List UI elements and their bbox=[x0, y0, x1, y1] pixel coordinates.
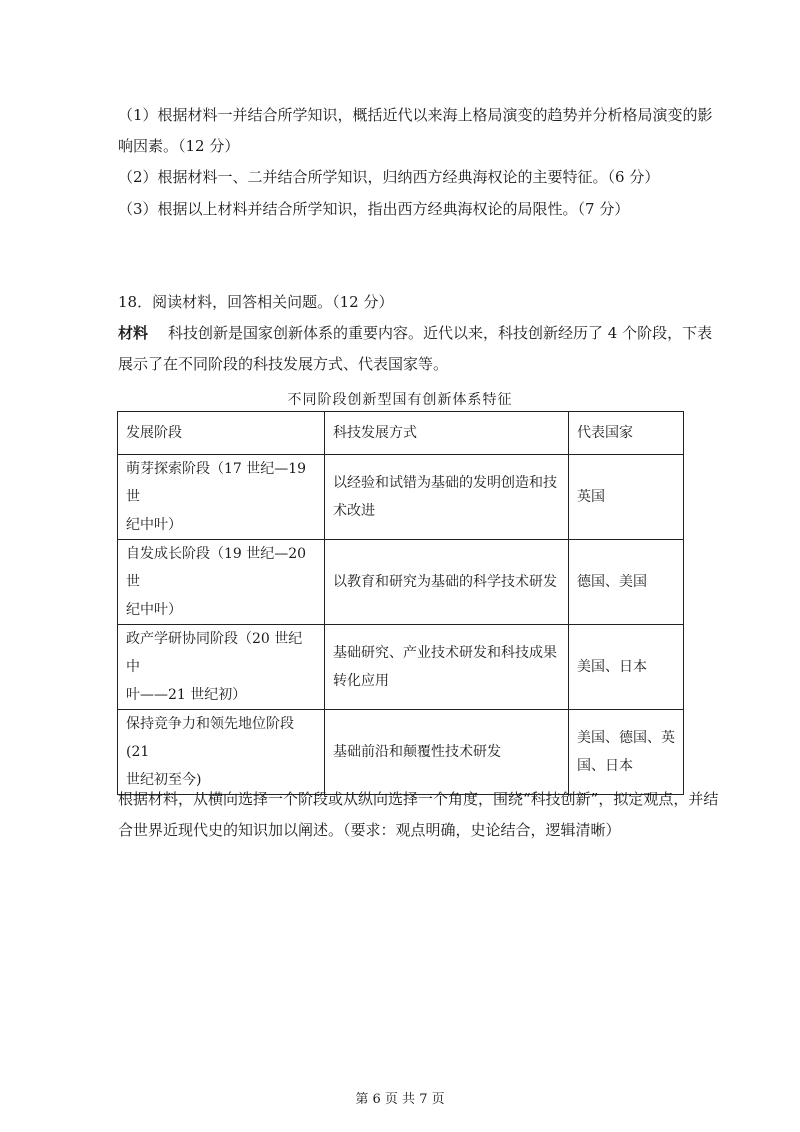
cell-line: 保持竞争力和领先地位阶段(21 bbox=[126, 716, 294, 760]
cell-line: 纪中叶） bbox=[126, 517, 182, 533]
prompt-line-1: 根据材料，从横向选择一个阶段或从纵向选择一个角度，围绕“科技创新”，拟定观点，并结 bbox=[118, 790, 719, 808]
cell-method bbox=[325, 540, 569, 625]
cell-line: 美国、德国、英 bbox=[577, 730, 675, 746]
cell-method bbox=[325, 455, 569, 540]
cell-line: 德国、美国 bbox=[577, 574, 647, 590]
table-row bbox=[118, 710, 684, 795]
question-18-heading: 18．阅读材料，回答相关问题。（12 分） bbox=[118, 293, 394, 311]
material-label: 材料 bbox=[118, 324, 149, 342]
material-paragraph bbox=[118, 323, 712, 343]
cell-line: 国、日本 bbox=[577, 758, 633, 774]
cell-line: 转化应用 bbox=[333, 673, 389, 689]
cell-method bbox=[325, 625, 569, 710]
cell-line: 自发成长阶段（19 世纪—20 世 bbox=[126, 546, 307, 590]
cell-line: 世纪初至今) bbox=[126, 772, 202, 788]
cell-country bbox=[569, 455, 684, 540]
cell-line: 叶——21 世纪初） bbox=[126, 687, 247, 703]
question-3: （3）根据以上材料并结合所学知识，指出西方经典海权论的局限性。（7 分） bbox=[118, 200, 630, 218]
cell-line: 政产学研协同阶段（20 世纪中 bbox=[126, 631, 303, 675]
cell-stage bbox=[118, 455, 325, 540]
cell-line: 术改进 bbox=[333, 503, 375, 519]
cell-stage bbox=[118, 540, 325, 625]
cell-line: 基础前沿和颠覆性技术研发 bbox=[333, 744, 501, 760]
header-method: 科技发展方式 bbox=[325, 412, 569, 455]
cell-country bbox=[569, 540, 684, 625]
table-row bbox=[118, 540, 684, 625]
material-line-2: 展示了在不同阶段的科技发展方式、代表国家等。 bbox=[118, 355, 449, 373]
header-country: 代表国家 bbox=[569, 412, 684, 455]
page-footer: 第 6 页 共 7 页 bbox=[355, 1092, 445, 1107]
cell-line: 以经验和试错为基础的发明创造和技 bbox=[333, 475, 557, 491]
question-1-line-2: 响因素。（12 分） bbox=[118, 137, 240, 155]
header-stage: 发展阶段 bbox=[118, 412, 325, 455]
prompt-line-2: 合世界近现代史的知识加以阐述。（要求：观点明确，史论结合，逻辑清晰） bbox=[118, 821, 621, 839]
material-line-1: 科技创新是国家创新体系的重要内容。近代以来，科技创新经历了 4 个阶段，下表 bbox=[168, 324, 713, 342]
cell-country bbox=[569, 710, 684, 795]
cell-method bbox=[325, 710, 569, 795]
question-1-line-1: （1）根据材料一并结合所学知识，概括近代以来海上格局演变的趋势并分析格局演变的影 bbox=[118, 106, 713, 124]
table-row bbox=[118, 625, 684, 710]
table-row bbox=[118, 455, 684, 540]
cell-line: 基础研究、产业技术研发和科技成果 bbox=[333, 645, 557, 661]
cell-line: 萌芽探索阶段（17 世纪—19 世 bbox=[126, 461, 307, 505]
innovation-table bbox=[117, 411, 684, 795]
cell-line: 英国 bbox=[577, 489, 605, 505]
question-2: （2）根据材料一、二并结合所学知识，归纳西方经典海权论的主要特征。（6 分） bbox=[118, 168, 660, 186]
table-header-row bbox=[118, 412, 684, 455]
cell-country bbox=[569, 625, 684, 710]
table-title: 不同阶段创新型国有创新体系特征 bbox=[287, 392, 513, 408]
cell-stage bbox=[118, 710, 325, 795]
cell-line: 美国、日本 bbox=[577, 659, 647, 675]
cell-line: 纪中叶） bbox=[126, 602, 182, 618]
cell-line: 以教育和研究为基础的科学技术研发 bbox=[333, 574, 557, 590]
cell-stage bbox=[118, 625, 325, 710]
